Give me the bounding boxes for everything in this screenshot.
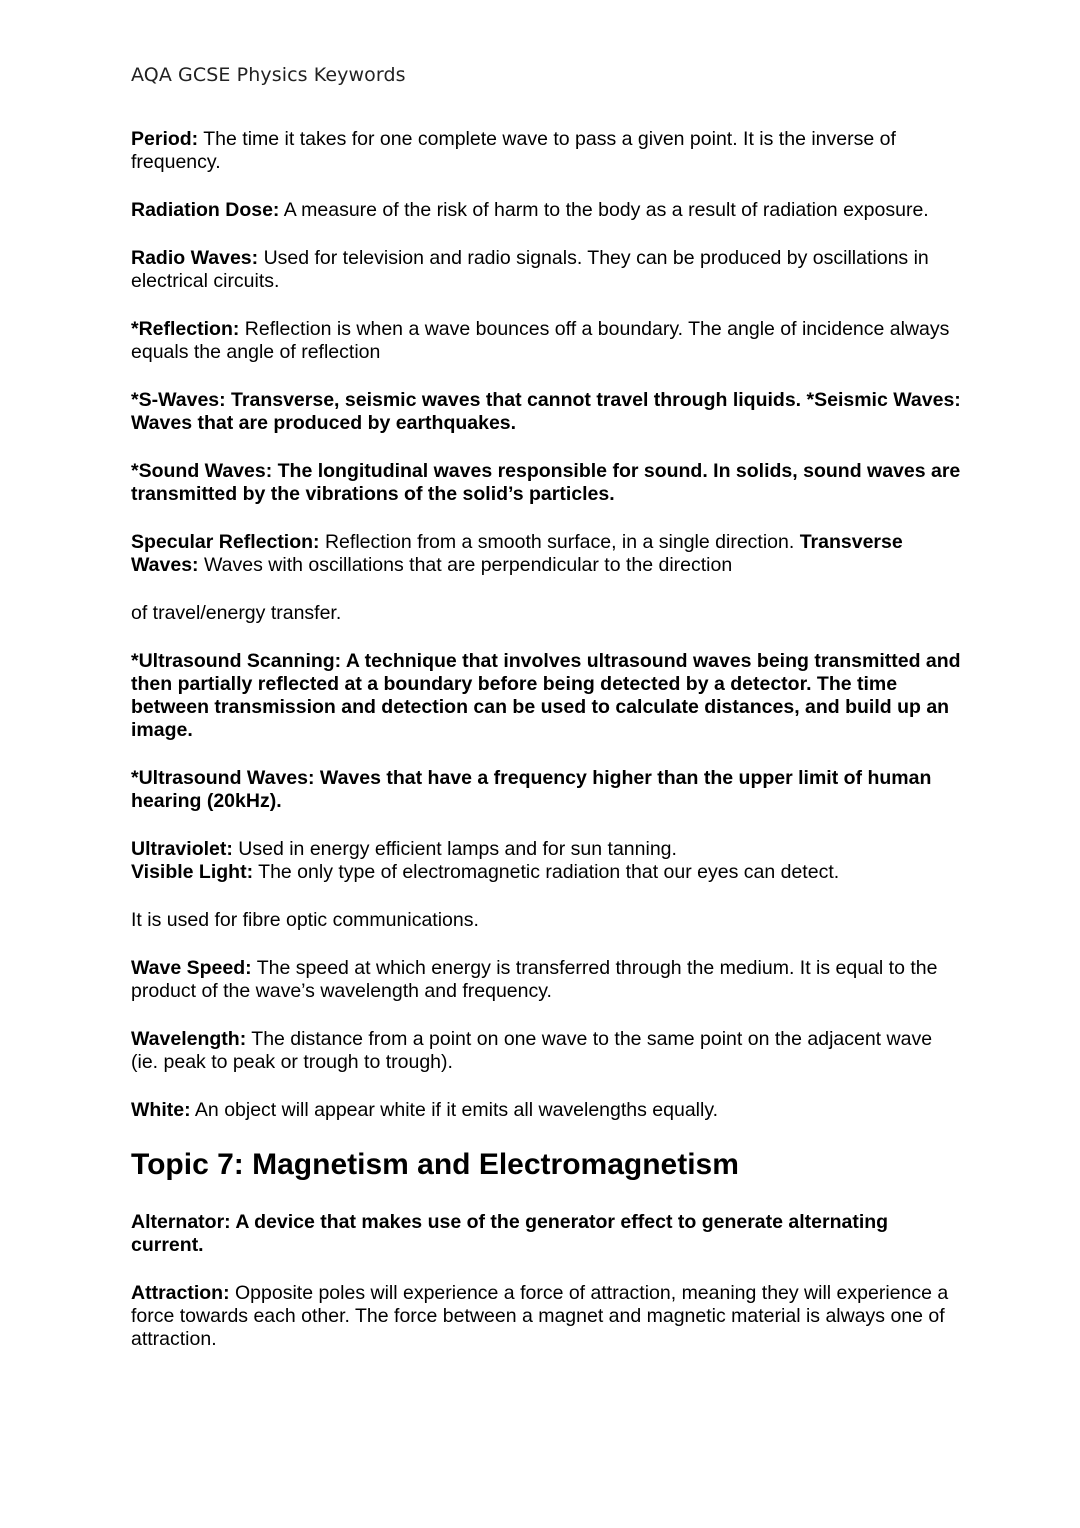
entry-transverse-continued: of travel/energy transfer. [131, 602, 342, 624]
entry-ultrasound-waves: *Ultrasound Waves: Waves that have a frequency higher than the upper limit of human hearing (20kHz). [131, 767, 932, 812]
entry-ultraviolet [131, 838, 961, 861]
definition-period: The time it takes for one complete wave to pass a given point. It is the inverse of frequency. [131, 128, 896, 173]
definition-visible-light: The only type of electromagnetic radiation that our eyes can detect. [258, 861, 840, 883]
term-period: Period: [131, 128, 199, 150]
entry-radio-waves [131, 247, 961, 293]
entry-attraction [131, 1282, 961, 1351]
term-radiation-dose: Radiation Dose: [131, 199, 280, 221]
term-wavelength: Wavelength: [131, 1028, 247, 1050]
definition-ultraviolet: Used in energy efficient lamps and for sun tanning. [238, 838, 677, 860]
definition-wavelength: The distance from a point on one wave to the same point on the adjacent wave (ie. peak to peak or trough to trough). [131, 1028, 933, 1073]
term-white: White: [131, 1099, 191, 1121]
entry-reflection [131, 318, 961, 364]
definition-white: An object will appear white if it emits all wavelengths equally. [194, 1099, 719, 1121]
entry-alternator: Alternator: A device that makes use of the generator effect to generate alternating current. [131, 1211, 889, 1256]
document-page [131, 64, 961, 1376]
entry-wave-speed [131, 957, 961, 1003]
entry-specular-reflection [131, 531, 961, 577]
definition-wave-speed: The speed at which energy is transferred through the medium. It is equal to the product of the wave’s wavelength and frequency. [131, 957, 938, 1002]
term-radio-waves: Radio Waves: [131, 247, 259, 269]
definition-radiation-dose: A measure of the risk of harm to the body as a result of radiation exposure. [283, 199, 929, 221]
term-transverse-waves: Transverse Waves: [131, 531, 903, 576]
definition-attraction: Opposite poles will experience a force of attraction, meaning they will experience a force towards each other. The force between a magnet and magnetic material is always one of attraction. [131, 1282, 949, 1350]
term-specular-reflection: Specular Reflection: [131, 531, 320, 553]
definition-specular-reflection: Reflection from a smooth surface, in a single direction. [324, 531, 795, 553]
definition-reflection: Reflection is when a wave bounces off a boundary. The angle of incidence always equals the angle of reflection [131, 318, 950, 363]
topic-heading: Topic 7: Magnetism and Electromagnetism [131, 1148, 739, 1181]
term-attraction: Attraction: [131, 1282, 230, 1304]
term-reflection: *Reflection: [131, 318, 240, 340]
definition-radio-waves: Used for television and radio signals. They can be produced by oscillations in electrical circuits. [131, 247, 929, 292]
entry-ultrasound-scanning: *Ultrasound Scanning: A technique that involves ultrasound waves being transmitted and then partially reflected at a boundary before being detected by a detector. The time between transmission and detection can be used to calculate distances, and build up an image. [131, 650, 961, 741]
entry-sound-waves: *Sound Waves: The longitudinal waves responsible for sound. In solids, sound waves are transmitted by the vibrations of the solid’s particles. [131, 460, 961, 505]
entry-s-waves: *S-Waves: Transverse, seismic waves that cannot travel through liquids. *Seismic Waves: Waves that are produced by earthquakes. [131, 389, 961, 434]
entry-visible-light [131, 861, 961, 884]
definition-transverse-waves: Waves with oscillations that are perpendicular to the direction [203, 554, 733, 576]
entry-visible-light-continued: It is used for fibre optic communications. [131, 909, 479, 931]
entry-wavelength [131, 1028, 961, 1074]
term-wave-speed: Wave Speed: [131, 957, 252, 979]
entry-period [131, 128, 961, 174]
entry-radiation-dose [131, 199, 961, 222]
term-visible-light: Visible Light: [131, 861, 254, 883]
term-ultraviolet: Ultraviolet: [131, 838, 233, 860]
page-header: AQA GCSE Physics Keywords [131, 64, 406, 86]
entry-white [131, 1099, 961, 1122]
